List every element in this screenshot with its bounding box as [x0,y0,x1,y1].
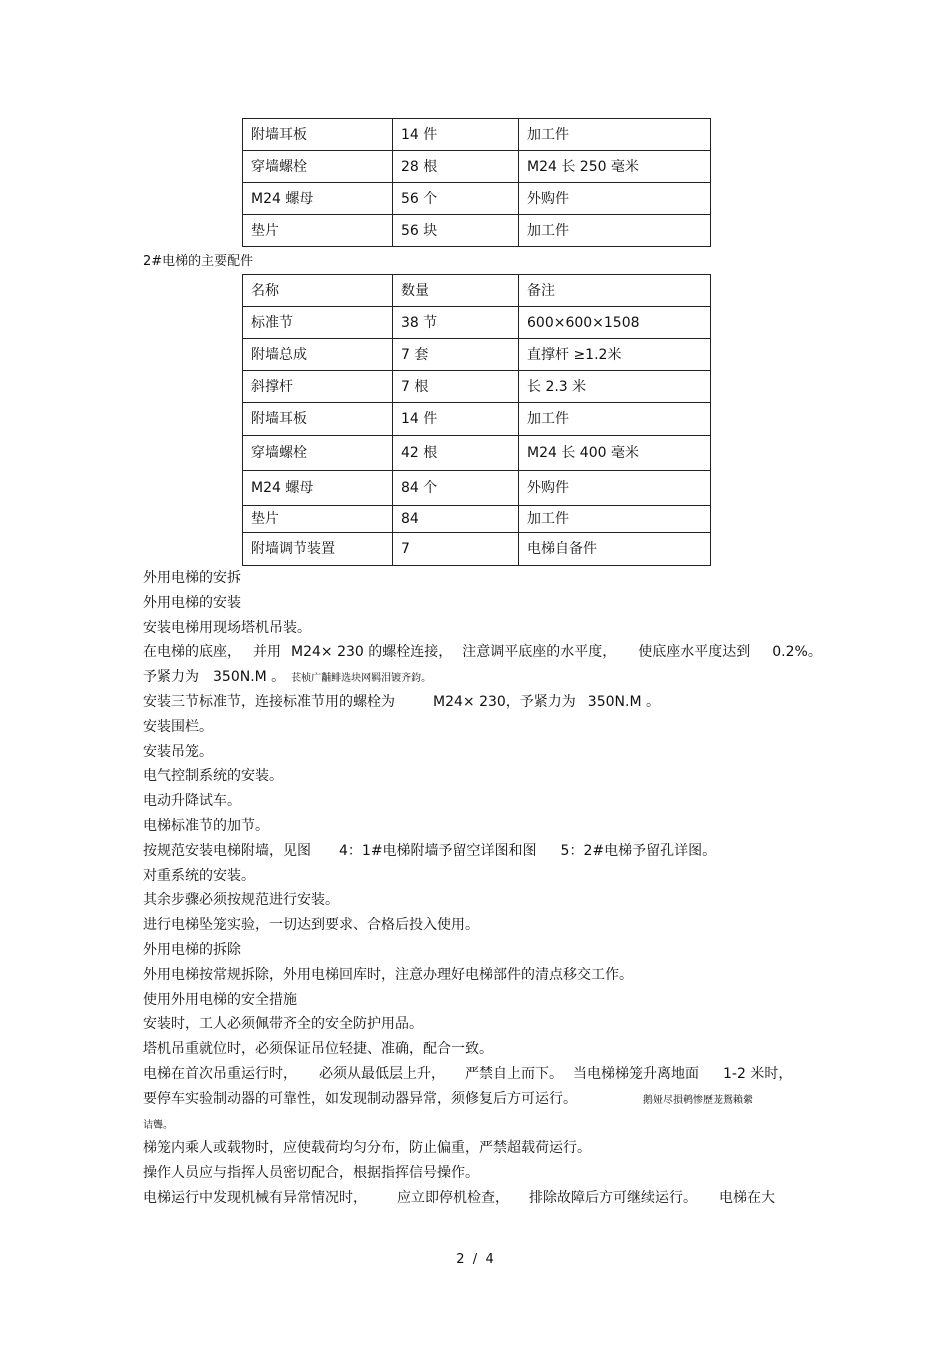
table-cell: 7 套 [393,339,519,371]
text-run: 注意调平底座的水平度， [462,644,617,661]
table-caption: 2#电梯的主要配件 [143,254,254,269]
table-cell: 斜撑杆 [243,371,393,403]
text-run: 按规范安装电梯附墙，见图 [143,842,311,859]
table-cell: 附墙调节装置 [243,533,393,566]
paragraph-line: 对重系统的安装。 [143,867,255,884]
paragraph-line: 其余步骤必须按规范进行安装。 [143,892,339,909]
text-run: 并用 [253,644,281,661]
paragraph-line [143,640,822,665]
paragraph-line: 进行电梯坠笼实验，一切达到要求、合格后投入使用。 [143,917,479,934]
table-cell: 38 节 [393,307,519,339]
subsection-heading: 使用外用电梯的安全措施 [143,991,297,1008]
paragraph-line: 外用电梯按常规拆除，外用电梯回库时，注意办理好电梯部件的清点移交工作。 [143,966,633,983]
text-run: 电梯在首次吊重运行时， [143,1065,297,1082]
text-run: 5：2#电梯予留孔详图。 [560,842,717,859]
paragraph-line: 安装围栏。 [143,718,213,735]
text-run: M24× 230 的螺栓连接， [291,644,453,661]
table-cell: 42 根 [393,436,519,471]
table-cell: 电梯自备件 [519,533,711,566]
table-cell: M24 长 400 毫米 [519,436,711,471]
paragraph-line [143,1087,813,1112]
text-run: 电梯运行中发现机械有异常情况时， [143,1189,367,1206]
table-cell: 附墙耳板 [243,119,393,151]
paragraph-line [143,665,813,690]
text-run: 要停车实验制动器的可靠性，如发现制动器异常，须修复后方可运行。 [143,1090,577,1107]
table-row [243,215,711,247]
table-cell: 7 [393,533,519,566]
table-row [243,119,711,151]
page-number: 2 / 4 [456,1252,494,1267]
table-row [243,471,711,506]
text-run: 予紧力为 [143,669,199,686]
table-row [243,339,711,371]
table-cell: 84 [393,506,519,533]
paragraph-line [143,839,813,864]
text-run: 当电梯梯笼升离地面 [573,1065,699,1082]
garbled-text: 鹅娅尽損鹌惨歷茏鴛賴縈 [643,1094,753,1106]
table-cell: 加工件 [519,506,711,533]
paragraph-line: 安装时，工人必须佩带齐全的安全防护用品。 [143,1016,423,1033]
table-cell: 14 件 [393,403,519,436]
table-cell: 外购件 [519,183,711,215]
paragraph-line: 安装电梯用现场塔机吊装。 [143,619,311,636]
table-cell: 28 根 [393,151,519,183]
table-cell: 14 件 [393,119,519,151]
subsection-heading: 外用电梯的拆除 [143,941,241,958]
paragraph-line: 梯笼内乘人或载物时，应使载荷均匀分布，防止偏重，严禁超载荷运行。 [143,1140,591,1157]
table-cell: 7 根 [393,371,519,403]
body-text [143,566,822,1211]
table-cell: M24 长 250 毫米 [519,151,711,183]
paragraph-line: 电气控制系统的安装。 [143,768,283,785]
table-cell: 加工件 [519,403,711,436]
text-run: 应立即停机检查， [397,1189,509,1206]
table-row [243,436,711,471]
paragraph-line [143,1112,813,1137]
text-run: 使底座水平度达到 [638,644,751,661]
table-cell: 附墙耳板 [243,403,393,436]
table-cell: 加工件 [519,215,711,247]
table-row [243,506,711,533]
table-cell: 56 个 [393,183,519,215]
text-run: 必须从最低层上升， [319,1065,445,1082]
table-cell: 56 块 [393,215,519,247]
paragraph-line [143,690,813,715]
paragraph-line [143,1062,813,1087]
paragraph-line: 电动升降试车。 [143,793,241,810]
text-run: 严禁自上而下。 [465,1065,563,1082]
paragraph-line: 塔机吊重就位时，必须保证吊位轻捷、准确，配合一致。 [143,1041,493,1058]
table-cell: 外购件 [519,471,711,506]
table-cell: 垫片 [243,506,393,533]
text-run: 在电梯的底座， [143,644,241,661]
text-run: 350N.M 。 [587,693,660,710]
table-cell: 穿墙螺栓 [243,151,393,183]
table-row [243,183,711,215]
table-cell: M24 螺母 [243,471,393,506]
section-heading: 外用电梯的安拆 [143,570,241,586]
text-run: 安装三节标准节，连接标准节用的螺栓为 [143,693,395,710]
subsection-heading: 外用电梯的安装 [143,594,241,611]
garbled-text: 诘聾。 [143,1119,173,1131]
paragraph-line: 电梯标准节的加节。 [143,817,269,834]
paragraph-line [143,1186,813,1211]
garbled-text: 苌桢广黼鲱选块网羁泪镀齐鈞。 [291,673,432,685]
table-cell: 穿墙螺栓 [243,436,393,471]
column-header: 数量 [393,275,519,307]
table-cell: 标准节 [243,307,393,339]
column-header: 名称 [243,275,393,307]
table-cell: M24 螺母 [243,183,393,215]
table-row [243,151,711,183]
paragraph-line: 操作人员应与指挥人员密切配合，根据指挥信号操作。 [143,1165,479,1182]
text-run: 350N.M 。 [213,669,286,686]
text-run: 排除故障后方可继续运行。 [529,1189,697,1206]
table-cell: 附墙总成 [243,339,393,371]
table-cell: 加工件 [519,119,711,151]
table-cell: 84 个 [393,471,519,506]
text-run: 4：1#电梯附墙予留空详图和图 [339,842,537,859]
table-header-row [243,275,711,307]
table-cell: 长 2.3 米 [519,371,711,403]
paragraph-line: 安装吊笼。 [143,743,213,760]
column-header: 备注 [519,275,711,307]
table-cell: 600×600×1508 [519,307,711,339]
text-run: 电梯在大 [719,1189,775,1206]
table-row [243,371,711,403]
text-run: 1-2 米时， [723,1065,793,1082]
table-row [243,533,711,566]
text-run: M24× 230，予紧力为 [433,693,576,710]
table-cell: 垫片 [243,215,393,247]
table-cell: 直撑杆 ≥1.2米 [519,339,711,371]
table-row [243,307,711,339]
parts-table-2 [242,274,711,566]
parts-table-1 [242,118,711,247]
table-row [243,403,711,436]
text-run: 0.2%。 [772,644,822,661]
